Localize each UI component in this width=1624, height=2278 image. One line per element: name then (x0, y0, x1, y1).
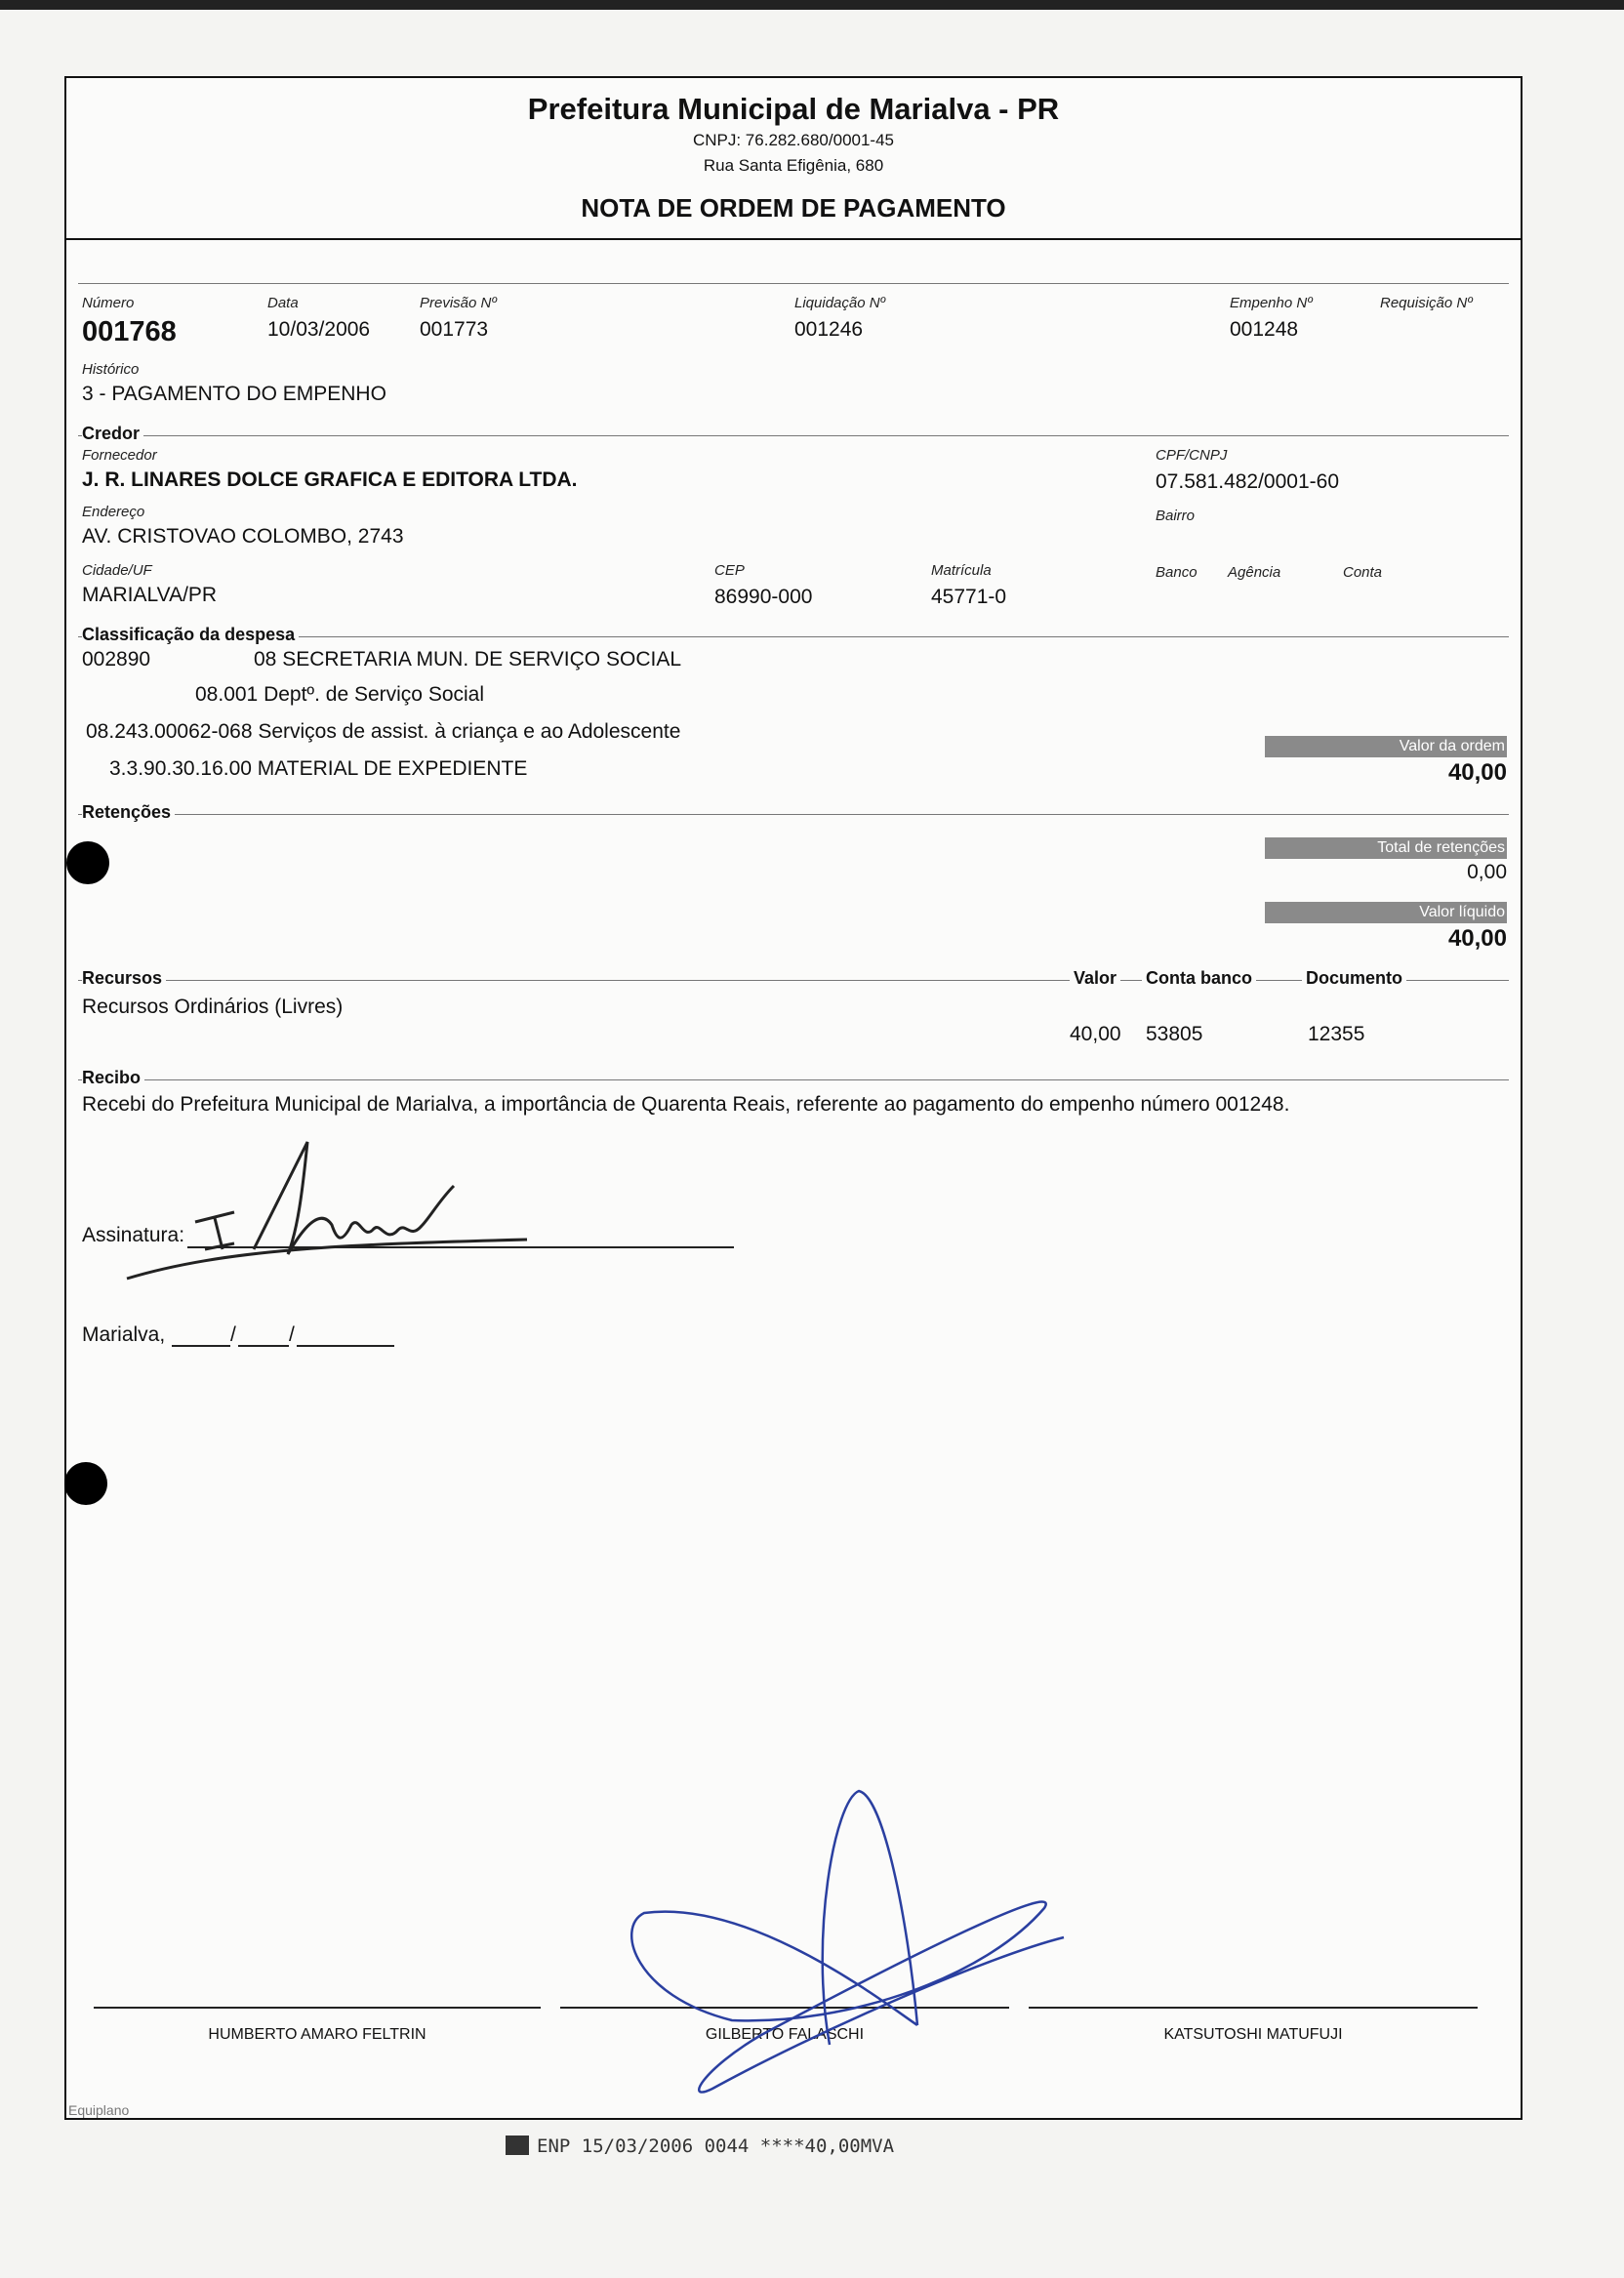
signature-line-3 (1029, 2007, 1478, 2009)
agencia-label: Agência (1228, 564, 1281, 581)
retencoes-section-title: Retenções (82, 802, 175, 823)
assinatura-label: Assinatura: (82, 1224, 185, 1246)
recibo-text: Recebi do Prefeitura Municipal de Marialva, a importância de Quarenta Reais, referente ao pagamento do empenho número 001248. (82, 1093, 1290, 1116)
date-month-line (238, 1345, 289, 1347)
data-value: 10/03/2006 (267, 318, 371, 341)
empenho-label: Empenho Nº (1230, 295, 1313, 311)
cep-value: 86990-000 (714, 586, 813, 608)
handwritten-signature-gilberto (615, 1781, 1074, 2103)
valor-liquido-value: 40,00 (1447, 925, 1507, 952)
recursos-section-title: Recursos (82, 968, 166, 989)
municipality-address: Rua Santa Efigênia, 680 (703, 156, 884, 175)
stamp-logo (506, 2136, 529, 2155)
header-divider (66, 238, 1521, 240)
matricula-value: 45771-0 (931, 586, 1007, 608)
top-rule (78, 283, 1509, 284)
cpf-label: CPF/CNPJ (1156, 447, 1228, 464)
data-label: Data (267, 295, 299, 311)
liquidacao-label: Liquidação Nº (794, 295, 886, 311)
liquidacao-value: 001246 (794, 318, 864, 341)
fornecedor-label: Fornecedor (82, 447, 157, 464)
punch-hole-top (66, 841, 109, 884)
classificacao-orgao: 08 SECRETARIA MUN. DE SERVIÇO SOCIAL (254, 648, 682, 671)
local-data-label: Marialva, (82, 1323, 166, 1346)
retencoes-rule (78, 814, 1509, 815)
municipality-title: Prefeitura Municipal de Marialva - PR (527, 92, 1060, 126)
credor-rule (78, 435, 1509, 436)
signatory-2: GILBERTO FALASCHI (705, 2026, 865, 2043)
recibo-section-title: Recibo (82, 1068, 144, 1088)
document-title: NOTA DE ORDEM DE PAGAMENTO (581, 193, 1006, 223)
date-day-line (172, 1345, 230, 1347)
scan-top-edge (0, 0, 1624, 10)
credor-section-title: Credor (82, 424, 143, 444)
numero-label: Número (82, 295, 135, 311)
conta-label: Conta (1343, 564, 1383, 581)
requisicao-label: Requisição Nº (1380, 295, 1473, 311)
empenho-value: 001248 (1230, 318, 1299, 341)
previsao-value: 001773 (420, 318, 489, 341)
software-footer: Equiplano (68, 2102, 130, 2118)
cpf-value: 07.581.482/0001-60 (1156, 470, 1340, 493)
numero-value: 001768 (82, 316, 177, 347)
recursos-conta: 53805 (1146, 1023, 1203, 1045)
bairro-label: Bairro (1156, 508, 1196, 524)
signature-line-1 (94, 2007, 541, 2009)
payment-stamp: ENP 15/03/2006 0044 ****40,00MVA (537, 2136, 895, 2157)
valor-ordem-bar: Valor da ordem (1265, 736, 1507, 757)
classificacao-section-title: Classificação da despesa (82, 625, 299, 645)
punch-hole-bottom (64, 1462, 107, 1505)
endereco-value: AV. CRISTOVAO COLOMBO, 2743 (82, 525, 404, 548)
historico-label: Histórico (82, 361, 140, 378)
matricula-label: Matrícula (931, 562, 992, 579)
date-year-line (297, 1345, 394, 1347)
recursos-conta-header: Conta banco (1142, 968, 1256, 989)
recursos-documento-header: Documento (1302, 968, 1406, 989)
valor-liquido-bar: Valor líquido (1265, 902, 1507, 923)
valor-ordem-value: 40,00 (1447, 759, 1507, 786)
signatory-3: KATSUTOSHI MATUFUJI (1163, 2026, 1343, 2043)
recursos-valor-header: Valor (1070, 968, 1120, 989)
classificacao-code: 002890 (82, 648, 151, 671)
endereco-label: Endereço (82, 504, 145, 520)
date-slash-1: / (230, 1323, 236, 1346)
recursos-valor: 40,00 (1070, 1023, 1121, 1045)
total-retencoes-value: 0,00 (1467, 861, 1507, 883)
banco-label: Banco (1156, 564, 1198, 581)
classificacao-elemento: 3.3.90.30.16.00 MATERIAL DE EXPEDIENTE (109, 757, 528, 780)
handwritten-signature-recibo (107, 1132, 547, 1298)
recibo-rule (78, 1079, 1509, 1080)
cidade-value: MARIALVA/PR (82, 584, 218, 606)
historico-value: 3 - PAGAMENTO DO EMPENHO (82, 383, 386, 405)
previsao-label: Previsão Nº (420, 295, 497, 311)
recursos-documento: 12355 (1308, 1023, 1365, 1045)
signatory-1: HUMBERTO AMARO FELTRIN (208, 2026, 426, 2043)
cidade-label: Cidade/UF (82, 562, 152, 579)
date-slash-2: / (289, 1323, 295, 1346)
fornecedor-value: J. R. LINARES DOLCE GRAFICA E EDITORA LTDA. (82, 468, 578, 491)
recursos-rule (78, 980, 1509, 981)
recursos-descricao: Recursos Ordinários (Livres) (82, 996, 344, 1018)
classificacao-programa: 08.243.00062-068 Serviços de assist. à criança e ao Adolescente (86, 720, 681, 743)
classificacao-unidade: 08.001 Deptº. de Serviço Social (195, 683, 485, 706)
cep-label: CEP (714, 562, 745, 579)
total-retencoes-bar: Total de retenções (1265, 837, 1507, 859)
municipality-cnpj: CNPJ: 76.282.680/0001-45 (692, 131, 895, 149)
